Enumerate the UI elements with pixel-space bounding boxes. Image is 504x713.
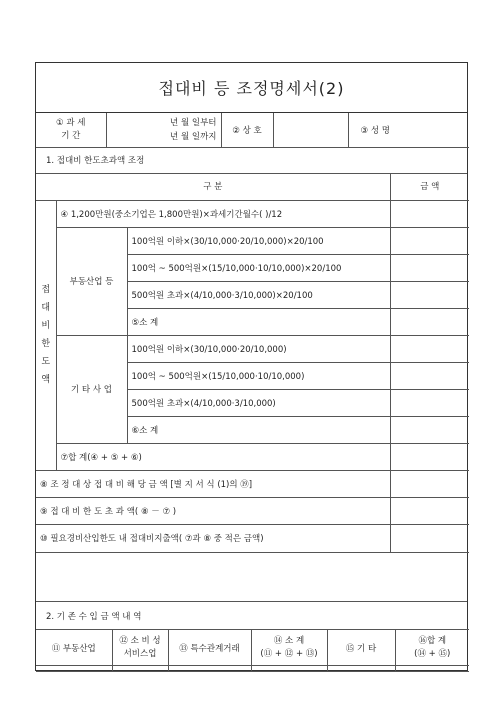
section2-title: 2. 기 존 수 입 금 액 내 역	[36, 602, 467, 630]
form-title: 접대비 등 조정명세서(2)	[36, 63, 467, 113]
realestate-amount-1[interactable]	[390, 227, 469, 254]
section1-table	[36, 173, 469, 553]
col-header-gubun: 구 분	[36, 173, 390, 200]
row-10-label: ⑩ 필요경비산입한도 내 접대비지출액( ⑦과 ⑧ 중 적은 금액)	[36, 524, 390, 552]
realestate-amount-3[interactable]	[390, 281, 469, 308]
other-amount-2[interactable]	[390, 362, 469, 389]
row-10-amount[interactable]	[390, 524, 469, 552]
value-subtotal[interactable]	[251, 666, 327, 672]
value-consumer-service[interactable]	[112, 666, 168, 672]
col-header-amount: 금 액	[390, 173, 469, 200]
realestate-label: 부동산업 등	[56, 227, 127, 335]
row-7-label: ⑦합 계(④ + ⑤ + ⑥)	[56, 443, 390, 470]
row-7-amount[interactable]	[390, 443, 469, 470]
col-subtotal: ⑭ 소 계 (⑪ + ⑫ + ⑬)	[251, 630, 327, 666]
row-9-amount[interactable]	[390, 497, 469, 524]
realestate-row-1: 100억원 이하×(30/10,000·20/10,000)×20/100	[127, 227, 390, 254]
realestate-subtotal-amount[interactable]	[390, 308, 469, 335]
other-label: 기 타 사 업	[56, 335, 127, 443]
header-table	[36, 113, 469, 148]
period-label: ① 과 세 기 간	[36, 113, 106, 147]
value-other[interactable]	[327, 666, 395, 672]
company-label: ② 상 호	[221, 113, 273, 147]
row-8-label: ⑧ 조 정 대 상 접 대 비 해 당 금 액 [별 지 서 식 (1)의 ⑲]	[36, 470, 390, 497]
name-field[interactable]: ③ 성 명	[348, 113, 469, 147]
col-related-party: ⑬ 특수관계거래	[168, 630, 251, 666]
other-amount-1[interactable]	[390, 335, 469, 362]
other-subtotal-amount[interactable]	[390, 416, 469, 443]
col-total: ⑯합 계 (⑭ + ⑮)	[395, 630, 469, 666]
form-sheet	[35, 62, 468, 671]
value-total[interactable]	[395, 666, 469, 672]
section2-title-table	[36, 601, 467, 630]
col-other: ⑮ 기 타	[327, 630, 395, 666]
value-realestate[interactable]	[36, 666, 112, 672]
period-value[interactable]: 년 월 일부터 년 월 일까지	[106, 113, 221, 147]
section1-title-table	[36, 147, 467, 174]
realestate-amount-2[interactable]	[390, 254, 469, 281]
side-label: 접 대 비 한 도 액	[36, 200, 56, 470]
company-value[interactable]	[273, 113, 348, 147]
realestate-subtotal: ⑤소 계	[127, 308, 390, 335]
other-subtotal: ⑥소 계	[127, 416, 390, 443]
section2-table	[36, 629, 469, 672]
realestate-row-2: 100억 ~ 500억원×(15/10,000·10/10,000)×20/100	[127, 254, 390, 281]
other-amount-3[interactable]	[390, 389, 469, 416]
row-4-label: ④ 1,200만원(중소기업은 1,800만원)×과세기간월수( )/12	[56, 200, 390, 227]
realestate-row-3: 500억원 초과×(4/10,000·3/10,000)×20/100	[127, 281, 390, 308]
value-related-party[interactable]	[168, 666, 251, 672]
col-consumer-service: ⑫ 소 비 성 서비스업	[112, 630, 168, 666]
row-9-label: ⑨ 접 대 비 한 도 초 과 액( ⑧ － ⑦ )	[36, 497, 390, 524]
section1-title: 1. 접대비 한도초과액 조정	[36, 147, 467, 173]
other-row-1: 100억원 이하×(30/10,000·20/10,000)	[127, 335, 390, 362]
row-4-amount[interactable]	[390, 200, 469, 227]
row-8-amount[interactable]	[390, 470, 469, 497]
col-realestate: ⑪ 부동산업	[36, 630, 112, 666]
other-row-3: 500억원 초과×(4/10,000·3/10,000)	[127, 389, 390, 416]
other-row-2: 100억 ~ 500억원×(15/10,000·10/10,000)	[127, 362, 390, 389]
